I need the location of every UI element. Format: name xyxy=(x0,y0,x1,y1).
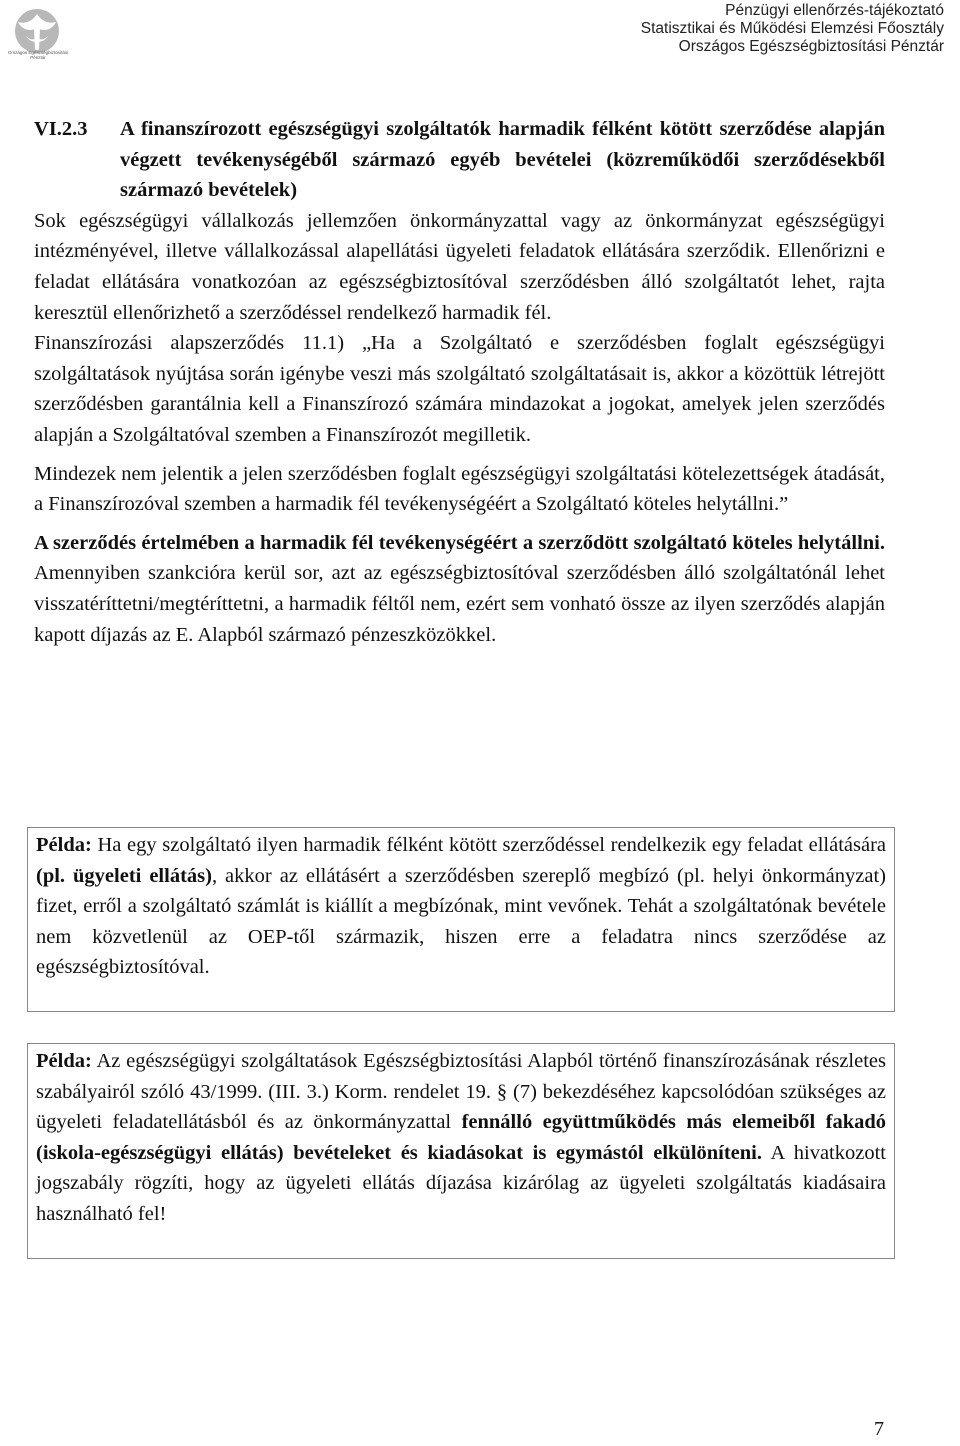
section-heading xyxy=(34,114,885,206)
paragraph-2: Finanszírozási alapszerződés 11.1) „Ha a Szolgáltató e szerződésben foglalt egészségügyi szolgáltatások nyújtása során igénybe veszi más szolgáltató szolgáltatásait is, akkor a közöttük létrejött szerződésben garantálnia kell a Finanszírozó számára mindazokat a jogokat, amelyek jelen szerződés alapján a Szolgáltatóval szemben a Finanszírozót megilletik. xyxy=(34,332,885,446)
header-line-3: Országos Egészségbiztosítási Pénztár xyxy=(678,38,944,55)
example-label: Példa: xyxy=(36,834,92,856)
header-line-2: Statisztikai és Működési Elemzési Főosztály xyxy=(640,20,944,37)
main-content xyxy=(34,114,885,650)
section-title: A finanszírozott egészségügyi szolgáltatók harmadik félként kötött szerződése alapján végzett tevékenységéből származó egyéb bevételei (közreműködői szerződésekből származó bevételek) xyxy=(120,118,885,202)
oep-logo-icon xyxy=(4,6,70,56)
example-box-2 xyxy=(27,1043,895,1259)
paragraph-1: Sok egészségügyi vállalkozás jellemzően önkormányzattal vagy az önkormányzat egészségügyi intézményével, illetve vállalkozással alapellátási ügyeleti feladatok ellátására szerződik. Ellenőrizni e feladat ellátására vonatkozóan az egészségbiztosítóval szerződésben álló szolgáltatót lehet, rajta keresztül ellenőrizhető a szerződéssel rendelkező harmadik fél. xyxy=(34,209,885,324)
logo-caption: Országos Egészségbiztosítási Pénztár xyxy=(7,50,69,60)
example-label: Példa: xyxy=(36,1050,92,1072)
page-number: 7 xyxy=(874,1418,884,1440)
paragraph-4-text: Amennyiben szankcióra kerül sor, azt az egészségbiztosítóval szerződésben álló szolgáltatónál lehet visszatéríttetni/megtéríttetni, a harmadik féltől nem, ezért sem vonható össze az ilyen szerződés alapján kapott díjazás az E. Alapból származó pénzeszközökkel. xyxy=(34,562,885,646)
paragraph-4-bold: A szerződés értelmében a harmadik fél tevékenységéért a szerződött szolgáltató köteles helytállni. xyxy=(34,531,885,554)
example-text-1b: , akkor az ellátásért a szerződésben szereplő megbízó (pl. helyi önkormányzat) fizet, erről a szolgáltató számlát is kiállít a megbízónak, mint vevőnek. Tehát a szolgáltatónak bevétele nem közvetlenül az OEP-től származik, hiszen erre a feladatra nincs szerződése az egészségbiztosítóval. xyxy=(36,864,886,979)
section-number: VI.2.3 xyxy=(34,118,88,140)
example-text-1-bold: (pl. ügyeleti ellátás) xyxy=(36,864,212,887)
example-text-2a: Az egészségügyi szolgáltatások Egészségbiztosítási Alapból történő finanszírozásának részletes szabályairól szóló 43/1999. (III. 3.) Korm. rendelet 19. § (7) bekezdéséhez kapcsolódóan szükséges az ügyeleti feladatellátásból és az önkormányzattal xyxy=(36,1050,886,1134)
header-line-1: Pénzügyi ellenőrzés-tájékoztató xyxy=(725,2,944,19)
example-text-2-bold: fennálló együttműködés más elemeiből fakadó (iskola-egészségügyi ellátás) bevételeket és kiadásokat is egymástól elkülöníteni. xyxy=(36,1111,886,1164)
example-box-1 xyxy=(27,827,895,1012)
example-text-2b: A hivatkozott jogszabály rögzíti, hogy az ügyeleti ellátás díjazása kizárólag az ügyeleti szolgáltatás kiadásaira használható fel! xyxy=(36,1141,886,1225)
page-header xyxy=(641,2,944,56)
paragraph-4 xyxy=(34,528,885,650)
paragraph-3: Mindezek nem jelentik a jelen szerződésben foglalt egészségügyi szolgáltatási kötelezettségek átadását, a Finanszírozóval szemben a harmadik fél tevékenységéért a Szolgáltató köteles helytállni.” xyxy=(34,462,885,516)
example-text-1a: Ha egy szolgáltató ilyen harmadik félként kötött szerződéssel rendelkezik egy feladat ellátására xyxy=(91,834,886,856)
